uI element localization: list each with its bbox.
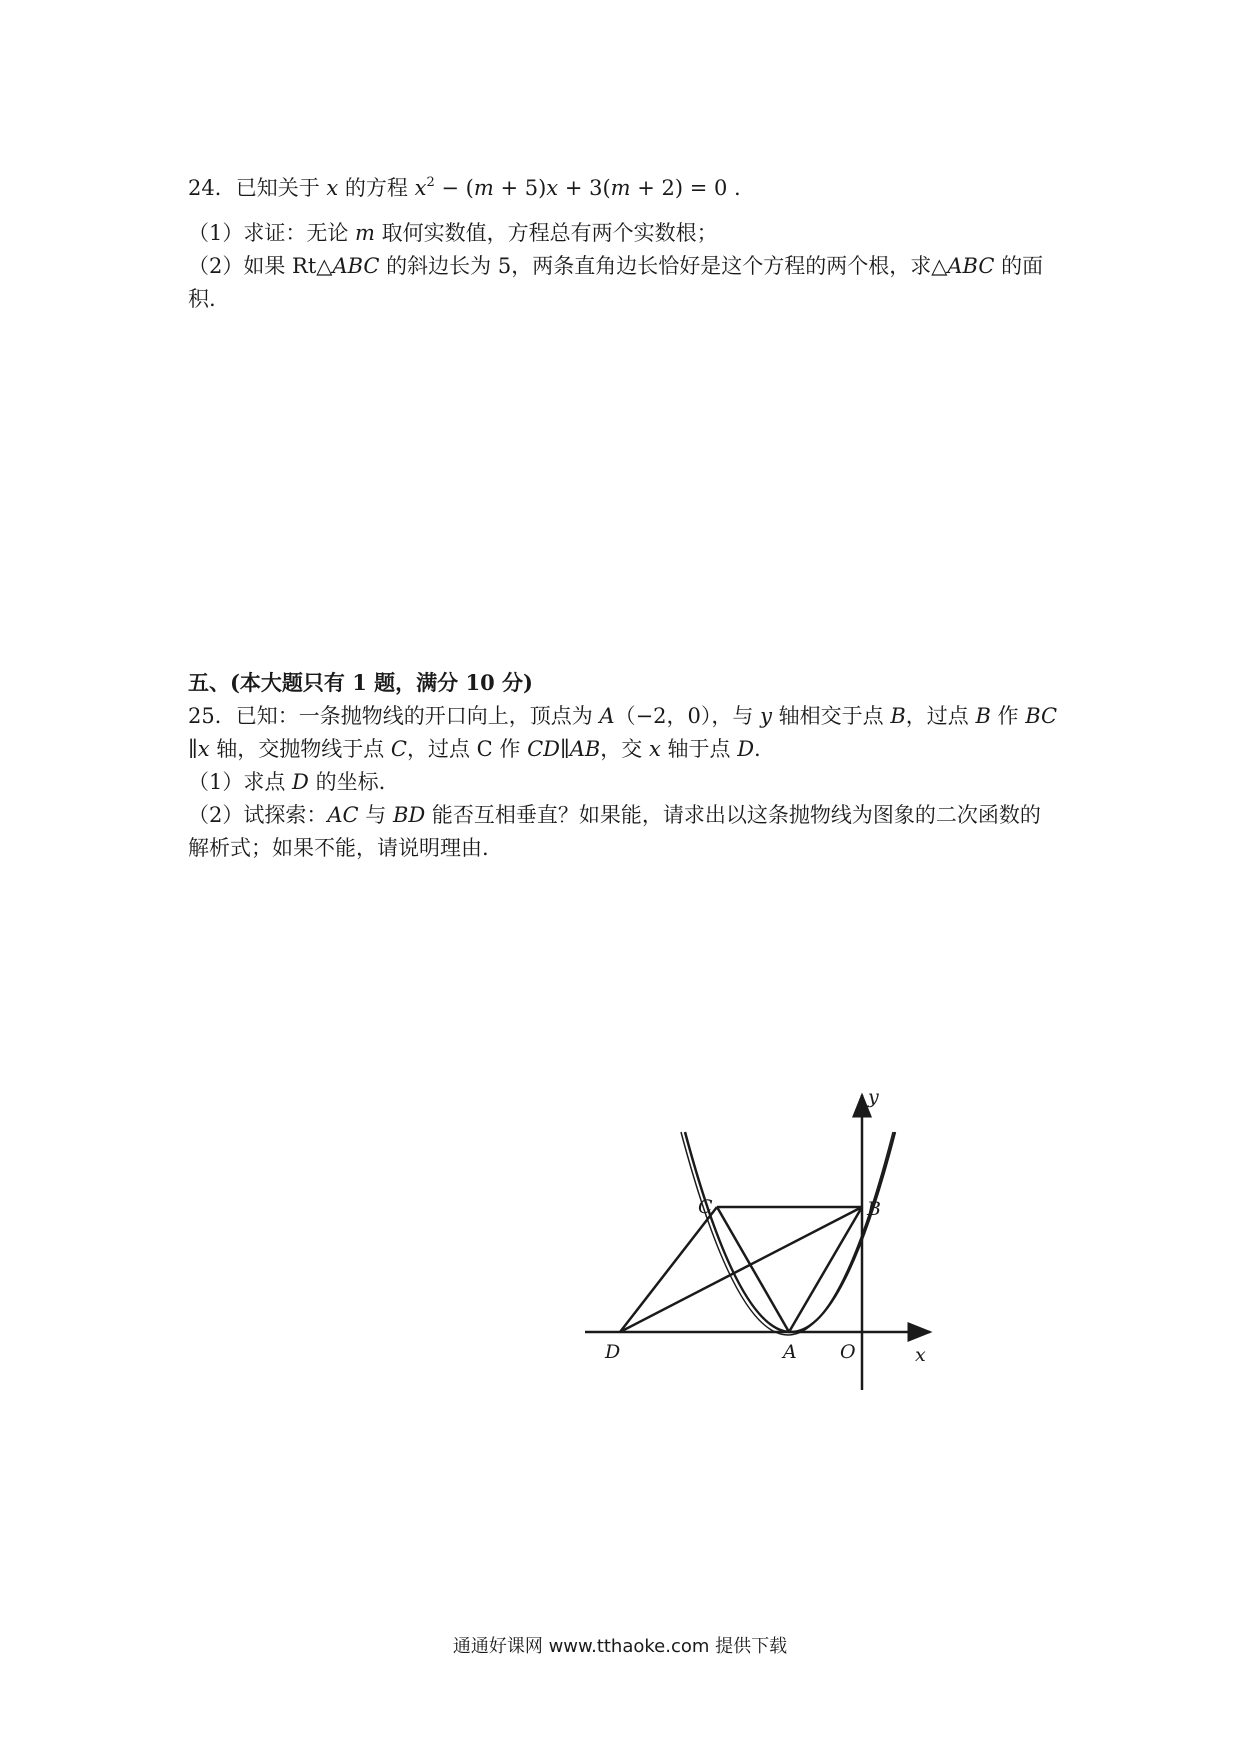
q25-part2-ac: AC <box>327 803 359 827</box>
q25-text: 轴相交于点 <box>771 704 891 728</box>
q25-text: ，过点 <box>905 704 976 728</box>
label-c: C <box>698 1196 713 1218</box>
q24-part1-m: m <box>355 221 375 245</box>
q25-part1-text: 的坐标. <box>308 770 386 794</box>
q24-eq-part: + 5) <box>493 176 547 200</box>
q25-part2-bd: BD <box>392 803 426 827</box>
q24-eq-m: m <box>610 176 631 200</box>
q25-point-a: A <box>599 704 615 728</box>
q25-part2-text: 解析式；如果不能，请说明理由. <box>188 836 489 860</box>
q25-text: （−2，0），与 <box>614 704 761 728</box>
q25-segment-bc: BC <box>1025 704 1058 728</box>
q25-part2-text: 与 <box>358 803 393 827</box>
label-d: D <box>605 1341 621 1363</box>
q25-point-c: C <box>390 737 407 761</box>
q24-eq-x: x <box>546 176 559 200</box>
q25-var-y: y <box>760 704 772 728</box>
page-footer: 通通好课网 www.tthaoke.com 提供下载 <box>452 1636 788 1657</box>
segment-cd <box>620 1207 717 1332</box>
q25-point-d: D <box>737 737 755 761</box>
q25-stem-line1 <box>188 701 1057 731</box>
q25-text: 作 <box>990 704 1026 728</box>
q24-var-x: x <box>326 176 339 200</box>
q25-var-x: x <box>648 737 661 761</box>
parabola-figure <box>575 1065 945 1405</box>
q24-part2-text: 的斜边长为 5，两条直角边长恰好是这个方程的两个根，求△ <box>379 254 948 278</box>
q25-text: ，交 <box>600 737 649 761</box>
q24-part2-abc: ABC <box>332 254 380 278</box>
q25-text: . <box>754 737 761 761</box>
q24-part2 <box>188 251 1043 281</box>
q25-parallel-sign: ∥ <box>559 737 570 761</box>
q25-part2-text: （2）试探索： <box>188 803 328 827</box>
q25-segment-ab: AB <box>569 737 601 761</box>
q24-part1 <box>188 218 718 248</box>
label-x: x <box>915 1344 926 1366</box>
q25-part1 <box>188 767 385 797</box>
q25-stem-line2 <box>188 734 761 764</box>
q24-part1-text: 取何实数值，方程总有两个实数根； <box>374 221 718 245</box>
q24-stem <box>188 168 741 203</box>
q24-eq-m: m <box>473 176 494 200</box>
q25-part2 <box>188 800 1041 830</box>
q24-part2-cont <box>188 284 216 314</box>
q25-text: 25．已知：一条抛物线的开口向上，顶点为 <box>188 704 600 728</box>
q25-text: ，过点 C 作 <box>406 737 528 761</box>
q25-point-b: B <box>975 704 991 728</box>
label-a: A <box>783 1341 797 1363</box>
label-y: y <box>868 1086 879 1108</box>
q25-parallel-sign: ∥ <box>188 737 198 761</box>
q25-text: 轴于点 <box>660 737 738 761</box>
label-b: B <box>867 1198 881 1220</box>
q25-segment-cd: CD <box>527 737 560 761</box>
q24-part2-abc: ABC <box>947 254 995 278</box>
q24-part2-text: 的面 <box>994 254 1044 278</box>
q25-point-b: B <box>890 704 906 728</box>
q25-text: 轴，交抛物线于点 <box>209 737 391 761</box>
q24-eq-part: + 3( <box>558 176 611 200</box>
q24-part2-text: 积. <box>188 287 216 311</box>
q24-intro: 24．已知关于 <box>188 176 327 200</box>
q24-part2-text: （2）如果 Rt△ <box>188 254 333 278</box>
q25-part2-text: 能否互相垂直？如果能，请求出以这条抛物线为图象的二次函数的 <box>425 803 1041 827</box>
q25-part2-cont <box>188 833 489 863</box>
q24-part1-text: （1）求证：无论 <box>188 221 356 245</box>
q25-part1-text: （1）求点 <box>188 770 293 794</box>
label-o: O <box>840 1341 856 1363</box>
q24-eq-power: 2 <box>426 175 435 190</box>
q25-var-x: x <box>197 737 210 761</box>
q24-eq-x: x <box>414 176 427 200</box>
q24-intro2: 的方程 <box>338 176 415 200</box>
q24-eq-part: − ( <box>434 176 474 200</box>
q24-eq-end: + 2) = 0 . <box>630 176 741 200</box>
q25-part1-d: D <box>292 770 309 794</box>
section-five-title: 五、(本大题只有 1 题，满分 10 分) <box>188 670 533 695</box>
